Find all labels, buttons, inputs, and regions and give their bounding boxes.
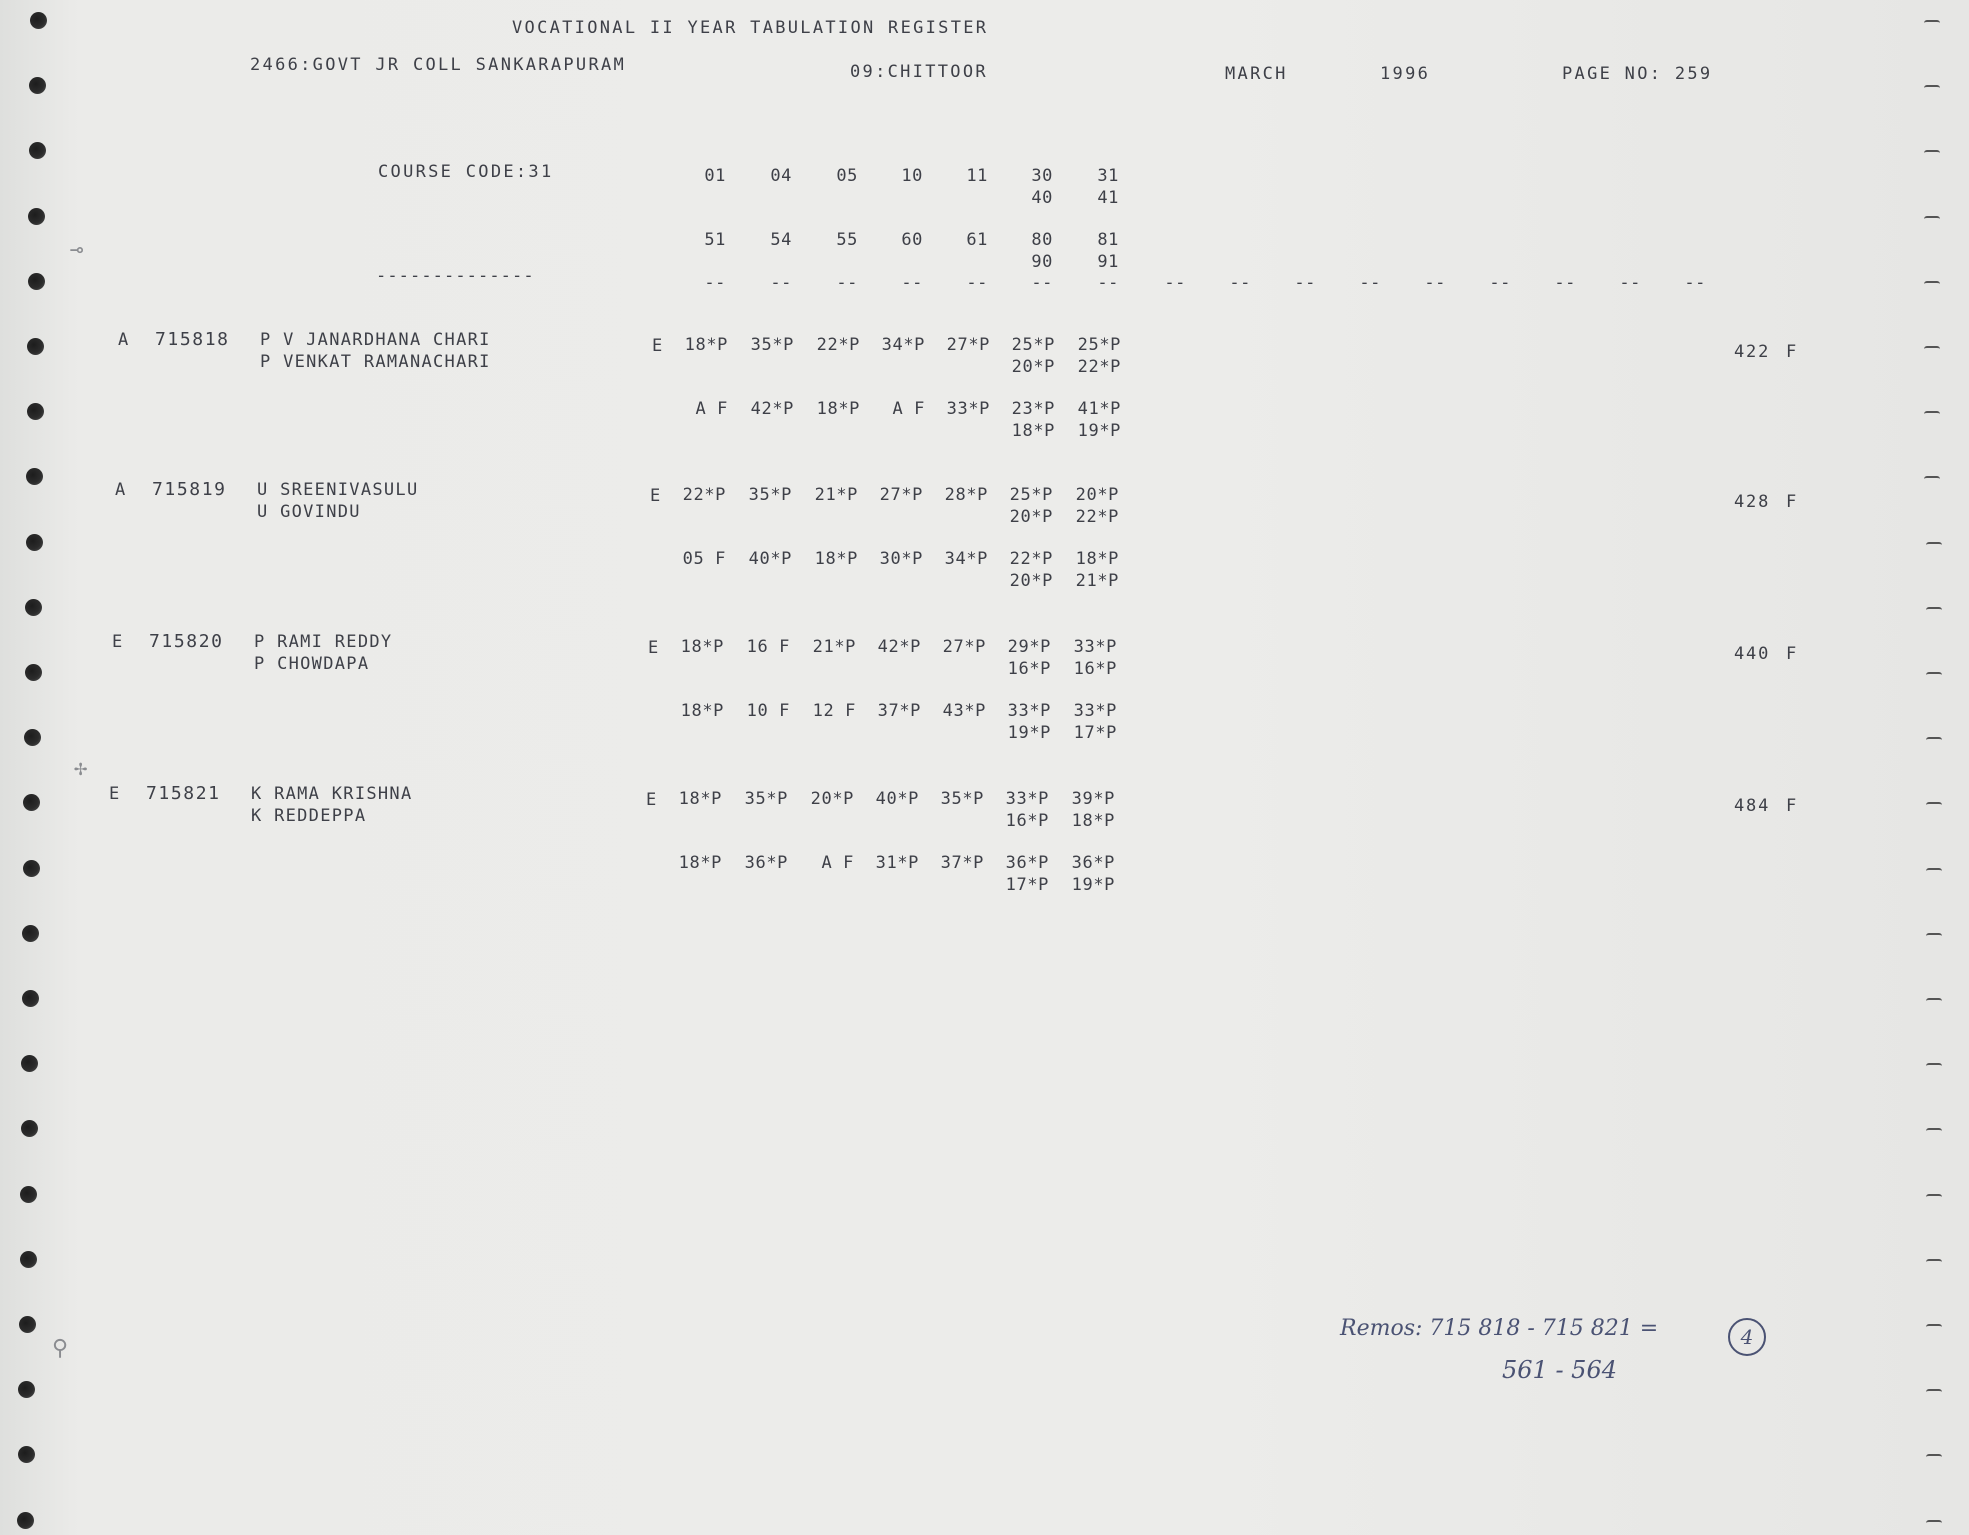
tractor-hole xyxy=(21,1055,38,1072)
student-grade: E xyxy=(109,784,121,804)
tractor-hole xyxy=(1926,1259,1942,1267)
father-name: P CHOWDAPA xyxy=(254,654,370,674)
student-name: P RAMI REDDY xyxy=(254,632,393,652)
subject-code: 90 xyxy=(1031,252,1053,272)
column-dash: -- xyxy=(966,273,988,293)
tractor-hole xyxy=(17,1512,34,1529)
subject-mark: 35*P xyxy=(750,335,794,355)
subject-mark: 05 F xyxy=(682,549,726,569)
course-code: COURSE CODE:31 xyxy=(378,162,554,182)
subject-mark: 21*P xyxy=(812,637,856,657)
column-dash: -- xyxy=(1619,273,1641,293)
father-name: K REDDEPPA xyxy=(251,806,367,826)
tractor-hole xyxy=(1926,607,1942,615)
tractor-hole xyxy=(1924,150,1940,158)
subject-mark: 27*P xyxy=(946,335,990,355)
subject-code: 40 xyxy=(1031,188,1053,208)
subject-mark: 42*P xyxy=(750,399,794,419)
subject-mark: 40*P xyxy=(748,549,792,569)
student-grade: E xyxy=(112,632,124,652)
subject-mark: 33*P xyxy=(1005,789,1049,809)
exam-medium: E xyxy=(648,638,660,658)
subject-mark: 12 F xyxy=(812,701,856,721)
subject-mark: 19*P xyxy=(1071,875,1115,895)
subject-mark: 20*P xyxy=(810,789,854,809)
exam-year: 1996 xyxy=(1380,64,1431,84)
subject-mark: 16*P xyxy=(1073,659,1117,679)
exam-month: MARCH xyxy=(1225,64,1288,84)
subject-mark: 21*P xyxy=(1075,571,1119,591)
tractor-hole xyxy=(1924,281,1940,289)
column-dash: -- xyxy=(1359,273,1381,293)
tractor-hole xyxy=(1924,216,1940,224)
tractor-hole xyxy=(1924,411,1940,419)
column-dash: -- xyxy=(1294,273,1316,293)
subject-code: 30 xyxy=(1031,166,1053,186)
total-marks: 428 xyxy=(1734,492,1771,512)
final-result: F xyxy=(1786,796,1798,816)
subject-code: 55 xyxy=(836,230,858,250)
final-result: F xyxy=(1786,492,1798,512)
subject-mark: 20*P xyxy=(1009,571,1053,591)
subject-mark: 18*P xyxy=(684,335,728,355)
tractor-hole xyxy=(1926,802,1942,810)
tractor-hole xyxy=(1926,1063,1942,1071)
tractor-hole xyxy=(1924,346,1940,354)
student-name: P V JANARDHANA CHARI xyxy=(260,330,491,350)
column-dash: -- xyxy=(901,273,923,293)
exam-medium: E xyxy=(646,790,658,810)
subject-mark: 36*P xyxy=(744,853,788,873)
subject-mark: 22*P xyxy=(816,335,860,355)
right-tractor-holes xyxy=(1912,0,1962,1535)
subject-code: 54 xyxy=(770,230,792,250)
subject-mark: 33*P xyxy=(1007,701,1051,721)
subject-mark: 39*P xyxy=(1071,789,1115,809)
column-dash: -- xyxy=(1424,273,1446,293)
subject-mark: 35*P xyxy=(940,789,984,809)
column-dash: -- xyxy=(1554,273,1576,293)
tractor-hole xyxy=(1926,542,1942,550)
tractor-hole xyxy=(29,77,46,94)
subject-mark: A F xyxy=(892,399,925,419)
column-dash: -- xyxy=(1097,273,1119,293)
subject-mark: 25*P xyxy=(1011,335,1055,355)
subject-mark: A F xyxy=(695,399,728,419)
total-marks: 440 xyxy=(1734,644,1771,664)
student-name: U SREENIVASULU xyxy=(257,480,419,500)
tractor-hole xyxy=(23,794,40,811)
subject-mark: A F xyxy=(821,853,854,873)
tractor-hole xyxy=(22,925,39,942)
subject-mark: 20*P xyxy=(1009,507,1053,527)
tractor-hole xyxy=(25,599,42,616)
punch-mark: ✢ xyxy=(74,756,88,781)
subject-mark: 18*P xyxy=(1071,811,1115,831)
subject-mark: 22*P xyxy=(682,485,726,505)
subject-mark: 22*P xyxy=(1009,549,1053,569)
column-dash: -- xyxy=(1164,273,1186,293)
tractor-hole xyxy=(18,1446,35,1463)
tractor-hole xyxy=(19,1316,36,1333)
left-tractor-holes xyxy=(20,0,50,1535)
subject-mark: 17*P xyxy=(1073,723,1117,743)
column-dash: -- xyxy=(1489,273,1511,293)
subject-mark: 37*P xyxy=(940,853,984,873)
subject-mark: 27*P xyxy=(879,485,923,505)
subject-mark: 18*P xyxy=(680,637,724,657)
subject-mark: 27*P xyxy=(942,637,986,657)
subject-mark: 33*P xyxy=(1073,637,1117,657)
course-underline: -------------- xyxy=(376,266,535,286)
handwritten-remarks: Remos: 715 818 - 715 821 = xyxy=(1340,1316,1659,1341)
punch-mark: ⚲ xyxy=(52,1336,69,1361)
subject-mark: 33*P xyxy=(1073,701,1117,721)
tractor-hole xyxy=(30,12,47,29)
final-result: F xyxy=(1786,342,1798,362)
subject-mark: 35*P xyxy=(744,789,788,809)
tractor-hole xyxy=(23,860,40,877)
tractor-hole xyxy=(26,534,43,551)
district-name: 09:CHITTOOR xyxy=(850,62,988,82)
tractor-hole xyxy=(1926,1128,1942,1136)
tractor-hole xyxy=(29,142,46,159)
tractor-hole xyxy=(27,403,44,420)
subject-mark: 30*P xyxy=(879,549,923,569)
subject-mark: 25*P xyxy=(1009,485,1053,505)
tractor-hole xyxy=(21,1120,38,1137)
tractor-hole xyxy=(25,664,42,681)
subject-mark: 21*P xyxy=(814,485,858,505)
student-grade: A xyxy=(118,330,130,350)
subject-mark: 10 F xyxy=(746,701,790,721)
subject-mark: 31*P xyxy=(875,853,919,873)
subject-mark: 33*P xyxy=(946,399,990,419)
exam-medium: E xyxy=(652,336,664,356)
student-name: K RAMA KRISHNA xyxy=(251,784,413,804)
subject-mark: 35*P xyxy=(748,485,792,505)
tractor-hole xyxy=(1926,1520,1942,1528)
subject-code: 51 xyxy=(704,230,726,250)
tractor-hole xyxy=(1926,1389,1942,1397)
tractor-hole xyxy=(1926,1324,1942,1332)
subject-code: 91 xyxy=(1097,252,1119,272)
tractor-hole xyxy=(1926,737,1942,745)
subject-mark: 29*P xyxy=(1007,637,1051,657)
final-result: F xyxy=(1786,644,1798,664)
tractor-hole xyxy=(1926,933,1942,941)
page-number: PAGE NO: 259 xyxy=(1562,64,1713,84)
total-marks: 422 xyxy=(1734,342,1771,362)
tractor-hole xyxy=(22,990,39,1007)
student-grade: A xyxy=(115,480,127,500)
tractor-hole xyxy=(1924,20,1940,28)
subject-mark: 18*P xyxy=(1075,549,1119,569)
subject-mark: 18*P xyxy=(1011,421,1055,441)
subject-mark: 18*P xyxy=(678,853,722,873)
subject-mark: 41*P xyxy=(1077,399,1121,419)
tractor-hole xyxy=(26,468,43,485)
subject-mark: 22*P xyxy=(1077,357,1121,377)
subject-code: 81 xyxy=(1097,230,1119,250)
column-dash: -- xyxy=(836,273,858,293)
subject-code: 05 xyxy=(836,166,858,186)
column-dash: -- xyxy=(1031,273,1053,293)
roll-number: 715820 xyxy=(149,631,224,652)
subject-code: 41 xyxy=(1097,188,1119,208)
tractor-hole xyxy=(27,338,44,355)
subject-mark: 43*P xyxy=(942,701,986,721)
exam-medium: E xyxy=(650,486,662,506)
subject-mark: 34*P xyxy=(944,549,988,569)
father-name: U GOVINDU xyxy=(257,502,361,522)
subject-mark: 18*P xyxy=(680,701,724,721)
subject-mark: 23*P xyxy=(1011,399,1055,419)
subject-mark: 18*P xyxy=(816,399,860,419)
handwritten-range: 561 - 564 xyxy=(1502,1356,1617,1384)
subject-mark: 36*P xyxy=(1071,853,1115,873)
tractor-hole xyxy=(20,1251,37,1268)
subject-mark: 16*P xyxy=(1007,659,1051,679)
subject-mark: 42*P xyxy=(877,637,921,657)
handwritten-count-circled: 4 xyxy=(1728,1318,1766,1356)
column-dash: -- xyxy=(770,273,792,293)
column-dash: -- xyxy=(1229,273,1251,293)
tractor-hole xyxy=(1926,1454,1942,1462)
subject-mark: 20*P xyxy=(1011,357,1055,377)
column-dash: -- xyxy=(704,273,726,293)
tractor-hole xyxy=(1926,1194,1942,1202)
subject-mark: 40*P xyxy=(875,789,919,809)
father-name: P VENKAT RAMANACHARI xyxy=(260,352,491,372)
subject-code: 01 xyxy=(704,166,726,186)
total-marks: 484 xyxy=(1734,796,1771,816)
tractor-hole xyxy=(28,273,45,290)
subject-mark: 19*P xyxy=(1007,723,1051,743)
tractor-hole xyxy=(1926,998,1942,1006)
subject-mark: 22*P xyxy=(1075,507,1119,527)
tractor-hole xyxy=(1924,85,1940,93)
roll-number: 715818 xyxy=(155,329,230,350)
subject-mark: 19*P xyxy=(1077,421,1121,441)
subject-code: 61 xyxy=(966,230,988,250)
subject-mark: 28*P xyxy=(944,485,988,505)
tractor-hole xyxy=(24,729,41,746)
tractor-hole xyxy=(20,1186,37,1203)
tractor-hole xyxy=(28,208,45,225)
subject-mark: 16 F xyxy=(746,637,790,657)
subject-code: 60 xyxy=(901,230,923,250)
subject-code: 10 xyxy=(901,166,923,186)
subject-code: 04 xyxy=(770,166,792,186)
column-dash: -- xyxy=(1684,273,1706,293)
subject-code: 80 xyxy=(1031,230,1053,250)
tractor-hole xyxy=(18,1381,35,1398)
subject-mark: 20*P xyxy=(1075,485,1119,505)
tractor-hole xyxy=(1924,476,1940,484)
subject-mark: 16*P xyxy=(1005,811,1049,831)
roll-number: 715819 xyxy=(152,479,227,500)
punch-mark: ⊸ xyxy=(70,238,84,263)
subject-code: 31 xyxy=(1097,166,1119,186)
college-name: 2466:GOVT JR COLL SANKARAPURAM xyxy=(250,55,627,75)
subject-mark: 34*P xyxy=(881,335,925,355)
subject-mark: 18*P xyxy=(814,549,858,569)
subject-mark: 18*P xyxy=(678,789,722,809)
tractor-hole xyxy=(1926,672,1942,680)
subject-mark: 25*P xyxy=(1077,335,1121,355)
register-title: VOCATIONAL II YEAR TABULATION REGISTER xyxy=(512,18,989,38)
subject-mark: 36*P xyxy=(1005,853,1049,873)
subject-mark: 37*P xyxy=(877,701,921,721)
subject-code: 11 xyxy=(966,166,988,186)
roll-number: 715821 xyxy=(146,783,221,804)
subject-mark: 17*P xyxy=(1005,875,1049,895)
tractor-hole xyxy=(1926,868,1942,876)
